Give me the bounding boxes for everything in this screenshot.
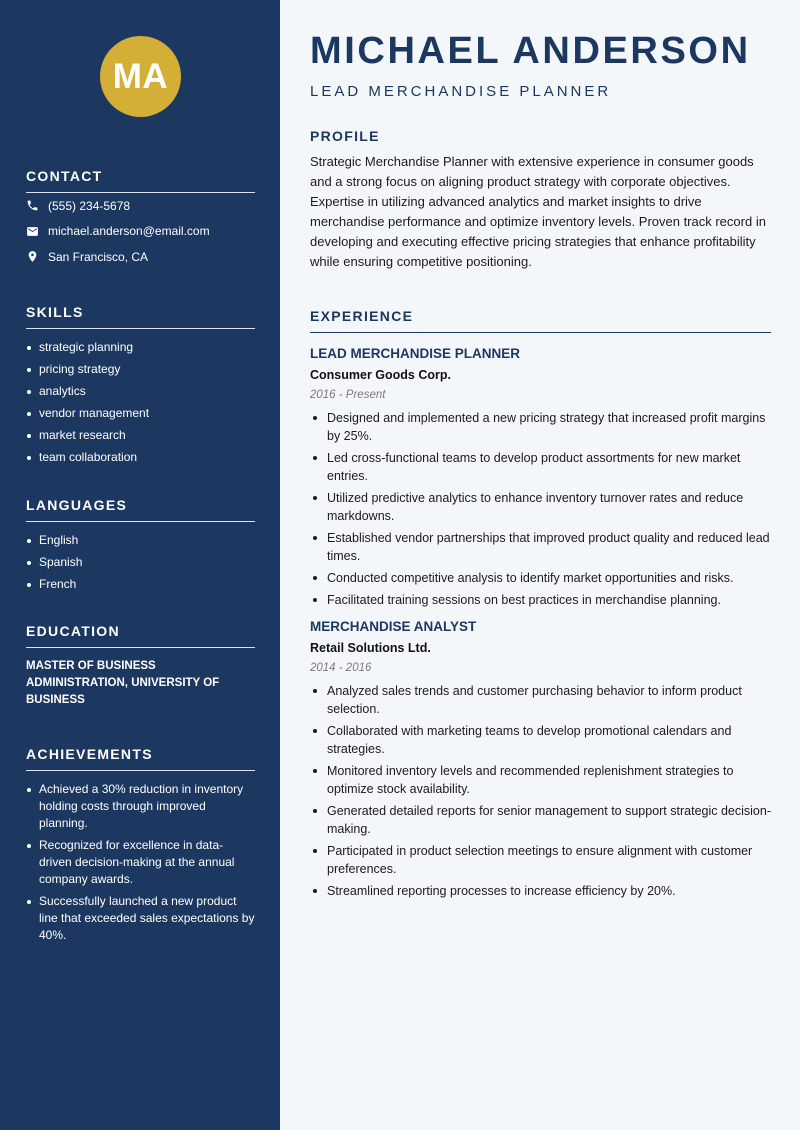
contact-location	[26, 244, 255, 270]
achievements-list	[26, 781, 255, 944]
job-bullet: Streamlined reporting processes to increase efficiency by 20%.	[310, 882, 771, 900]
skill-item: strategic planning	[26, 339, 255, 356]
job-entry	[310, 346, 771, 609]
contact-phone	[26, 193, 255, 219]
phone-text[interactable]: (555) 234-5678	[48, 198, 131, 213]
language-item: French	[26, 576, 255, 593]
avatar	[100, 36, 181, 117]
job-bullets	[310, 409, 771, 609]
contact-email	[26, 219, 255, 245]
job-entry	[310, 619, 771, 900]
job-title: MERCHANDISE ANALYST	[310, 619, 477, 634]
profile-text: Strategic Merchandise Planner with extensive experience in consumer goods and a strong focus on aligning product strategy with corporate objectives. Expertise in utilizing advanced analytics and market insights to drive merchandise performance and optimize inventory levels. Proven track record in developing and executing effective pricing strategies that enhance profitability while ensuring competitive positioning.	[310, 154, 766, 269]
achievement-item: Successfully launched a new product line that exceeded sales expectations by 40%.	[26, 893, 255, 944]
education-heading: EDUCATION	[26, 623, 255, 648]
education-degree: MASTER OF BUSINESS ADMINISTRATION, UNIVERSITY OF BUSINESS	[26, 660, 220, 706]
languages-heading: LANGUAGES	[26, 497, 255, 522]
job-bullet: Established vendor partnerships that improved product quality and reduced lead times.	[310, 529, 771, 565]
job-dates: 2016 - Present	[310, 389, 386, 401]
main-content	[280, 0, 800, 1130]
job-dates: 2014 - 2016	[310, 662, 372, 674]
job-bullet: Facilitated training sessions on best practices in merchandise planning.	[310, 591, 771, 609]
phone-icon	[26, 199, 39, 212]
job-bullet: Conducted competitive analysis to identify market opportunities and risks.	[310, 569, 771, 587]
profile-section	[310, 128, 771, 272]
skills-section	[26, 304, 255, 471]
job-bullet: Generated detailed reports for senior management to support strategic decision-making.	[310, 802, 771, 838]
contact-heading: CONTACT	[26, 168, 255, 193]
achievement-item: Achieved a 30% reduction in inventory holding costs through improved planning.	[26, 781, 255, 832]
job-bullet: Monitored inventory levels and recommended replenishment strategies to optimize stock availability.	[310, 762, 771, 798]
language-item: English	[26, 532, 255, 549]
contact-section	[26, 168, 255, 270]
job-company: Consumer Goods Corp.	[310, 368, 451, 382]
skill-item: analytics	[26, 383, 255, 400]
skill-item: pricing strategy	[26, 361, 255, 378]
avatar-initials: MA	[112, 56, 169, 96]
candidate-name: MICHAEL ANDERSON	[310, 30, 751, 72]
sidebar	[0, 0, 280, 1130]
skills-list	[26, 339, 255, 466]
skill-item: team collaboration	[26, 449, 255, 466]
achievement-item: Recognized for excellence in data-driven decision-making at the annual company awards.	[26, 837, 255, 888]
education-section	[26, 623, 255, 709]
candidate-title: LEAD MERCHANDISE PLANNER	[310, 83, 612, 100]
languages-list	[26, 532, 255, 593]
location-text: San Francisco, CA	[48, 249, 149, 264]
achievements-section	[26, 746, 255, 949]
languages-section	[26, 497, 255, 598]
job-title: LEAD MERCHANDISE PLANNER	[310, 346, 521, 361]
job-bullet: Collaborated with marketing teams to develop promotional calendars and strategies.	[310, 722, 771, 758]
job-bullets	[310, 682, 771, 900]
experience-section	[310, 308, 771, 904]
experience-heading: EXPERIENCE	[310, 308, 771, 333]
job-bullet: Designed and implemented a new pricing strategy that increased profit margins by 25%.	[310, 409, 771, 445]
skill-item: market research	[26, 427, 255, 444]
email-icon	[26, 225, 39, 238]
job-bullet: Led cross-functional teams to develop product assortments for new market entries.	[310, 449, 771, 485]
achievements-heading: ACHIEVEMENTS	[26, 746, 255, 771]
location-pin-icon	[26, 250, 39, 263]
job-company: Retail Solutions Ltd.	[310, 641, 431, 655]
profile-heading: PROFILE	[310, 128, 380, 144]
job-bullet: Analyzed sales trends and customer purchasing behavior to inform product selection.	[310, 682, 771, 718]
job-bullet: Participated in product selection meetings to ensure alignment with customer preferences.	[310, 842, 771, 878]
skills-heading: SKILLS	[26, 304, 255, 329]
skill-item: vendor management	[26, 405, 255, 422]
email-text[interactable]: michael.anderson@email.com	[48, 224, 210, 239]
job-bullet: Utilized predictive analytics to enhance inventory turnover rates and reduce markdowns.	[310, 489, 771, 525]
language-item: Spanish	[26, 554, 255, 571]
